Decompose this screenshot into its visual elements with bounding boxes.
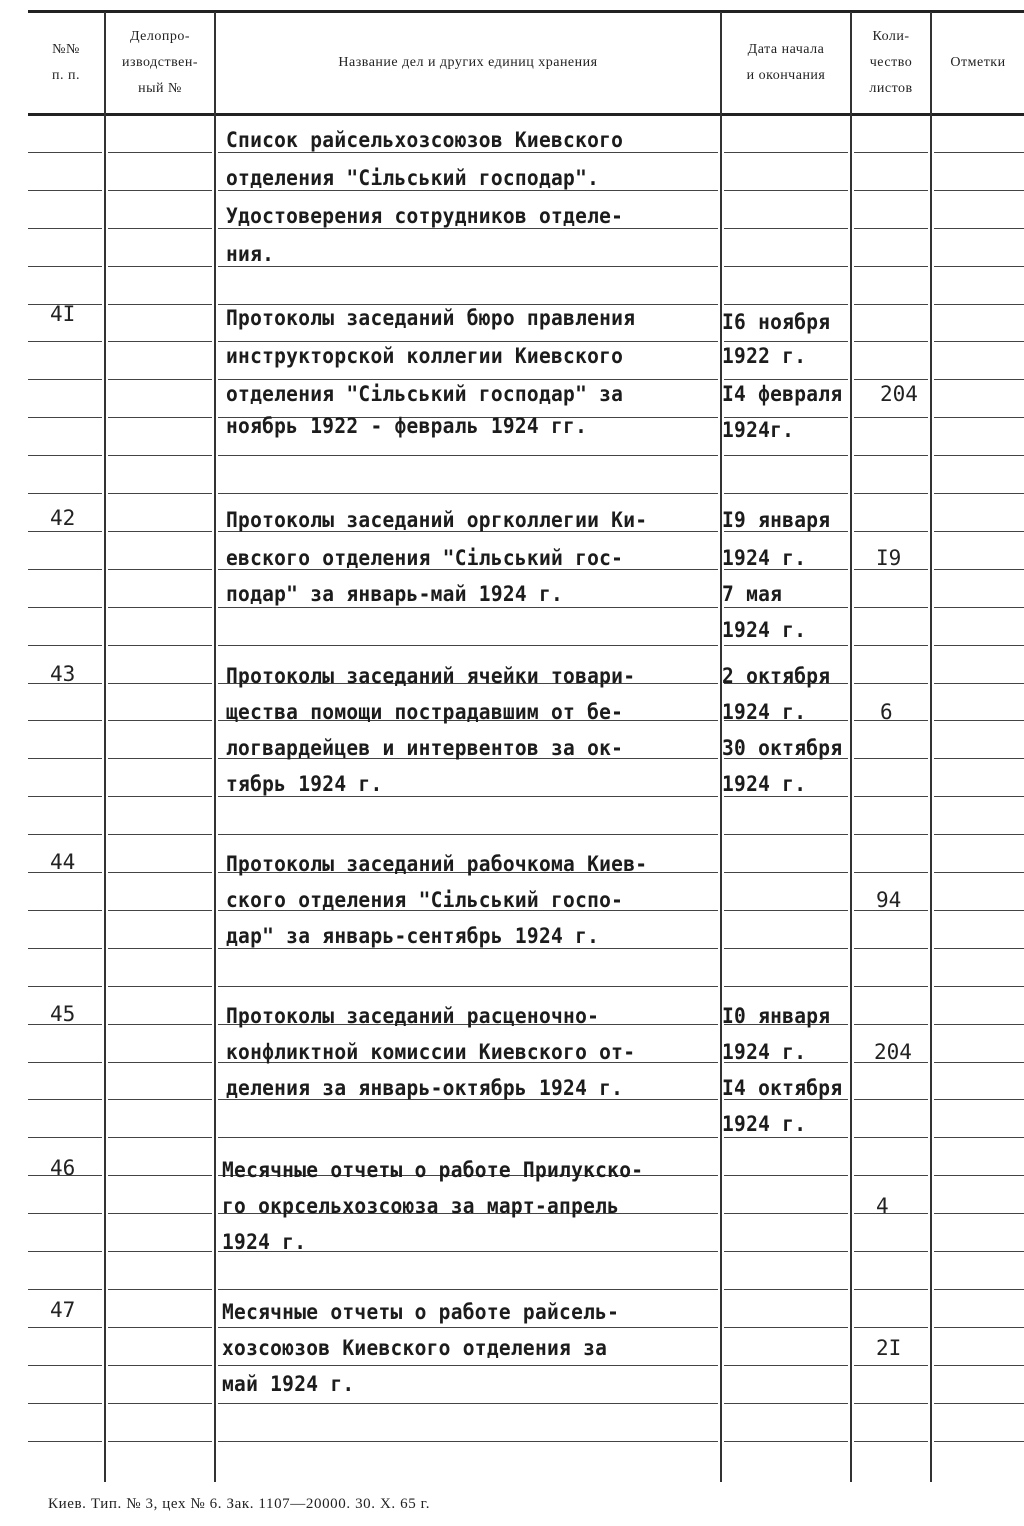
ruled-line [724,228,848,229]
item-number: 4I [50,302,76,326]
ruled-line [108,683,212,684]
title-line: Месячные отчеты о работе райсель- [222,1300,620,1324]
ruled-line [108,1251,212,1252]
title-line: 1924 г. [222,1230,307,1254]
ruled-line [28,910,102,911]
date-line: I6 ноября [722,310,831,334]
title-line: дар" за январь-сентябрь 1924 г. [226,924,600,948]
ruled-line [218,1365,718,1366]
ruled-line [934,379,1024,380]
date-line: 1924 г. [722,700,807,724]
ruled-line [724,455,848,456]
ruled-line [28,455,102,456]
ruled-line [28,1099,102,1100]
ruled-line [28,948,102,949]
ruled-line [108,1327,212,1328]
ruled-line [724,910,848,911]
date-line: 2 октября [722,664,831,688]
ruled-line [854,417,928,418]
ruled-line [108,341,212,342]
ruled-line [724,493,848,494]
title-line: Список райсельхозсоюзов Киевского [226,128,624,152]
ruled-line [28,1251,102,1252]
ruled-line [108,190,212,191]
ruled-line [28,1327,102,1328]
ruled-line [724,1365,848,1366]
ruled-line [28,1403,102,1404]
ruled-line [934,645,1024,646]
ruled-line [108,304,212,305]
ruled-line [724,796,848,797]
title-line: щества помощи пострадавшим от бе- [226,700,624,724]
title-line: подар" за январь-май 1924 г. [226,582,564,606]
ruled-line [218,152,718,153]
ruled-line [218,1403,718,1404]
sheet-count: 6 [880,700,893,724]
ruled-line [28,607,102,608]
ruled-line [218,455,718,456]
ruled-line [854,531,928,532]
ruled-line [934,1137,1024,1138]
ruled-line [218,1441,718,1442]
ruled-line [108,910,212,911]
ruled-line [108,948,212,949]
item-number: 46 [50,1156,76,1180]
ruled-line [724,1175,848,1176]
ruled-line [854,1099,928,1100]
ruled-line [934,948,1024,949]
ruled-line [108,455,212,456]
ruled-line [934,834,1024,835]
ruled-line [934,417,1024,418]
ruled-line [218,1289,718,1290]
sheet-count: 204 [880,382,918,406]
ruled-line [28,531,102,532]
ruled-line [724,1137,848,1138]
ruled-line [108,266,212,267]
ruled-line [218,266,718,267]
ruled-line [724,1289,848,1290]
ruled-line [934,190,1024,191]
title-line: ского отделения "Сільський госпо- [226,888,624,912]
ruled-line [218,228,718,229]
date-line: 1924 г. [722,546,807,570]
ruled-line [724,266,848,267]
ruled-line [28,228,102,229]
title-line: ноябрь 1922 - февраль 1924 гг. [226,414,588,438]
ruled-line [934,266,1024,267]
date-line: I9 января [722,508,831,532]
ruled-line [934,1251,1024,1252]
ruled-line [724,341,848,342]
ruled-line [854,986,928,987]
header-notes: Отметки [950,55,1006,70]
title-line: отделения "Сільський господар". [226,166,600,190]
ruled-line [28,796,102,797]
ruled-line [854,1251,928,1252]
ruled-line [108,758,212,759]
ruled-line [218,379,718,380]
ruled-line [218,1327,718,1328]
ruled-line [108,379,212,380]
date-line: 7 мая [722,582,783,606]
title-line: Протоколы заседаний расценочно- [226,1004,600,1028]
ruled-line [854,1024,928,1025]
ruled-line [108,417,212,418]
ruled-line [28,1213,102,1214]
ruled-line [934,1213,1024,1214]
ruled-line [108,152,212,153]
title-line: го окрсельхозсоюза за март-апрель [222,1194,620,1218]
ruled-line [28,720,102,721]
ruled-line [934,228,1024,229]
ruled-line [108,796,212,797]
header-item-number: №№ п. п. [52,42,80,83]
ruled-line [108,720,212,721]
ruled-line [934,758,1024,759]
ruled-line [854,493,928,494]
ruled-line [108,986,212,987]
ruled-line [108,1137,212,1138]
column-divider [850,12,852,1482]
ruled-line [28,834,102,835]
ruled-line [218,986,718,987]
item-number: 44 [50,850,76,874]
ruled-line [934,1327,1024,1328]
ruled-line [934,304,1024,305]
ruled-line [28,493,102,494]
title-line: Протоколы заседаний оргколлегии Ки- [226,508,648,532]
ruled-line [724,152,848,153]
ruled-line [854,948,928,949]
ruled-line [854,266,928,267]
ruled-line [934,1441,1024,1442]
ruled-line [724,1441,848,1442]
ruled-line [934,1024,1024,1025]
ruled-line [108,1365,212,1366]
ruled-line [934,1289,1024,1290]
ruled-line [218,645,718,646]
ruled-line [28,266,102,267]
ruled-line [854,379,928,380]
ruled-line [108,531,212,532]
ruled-line [854,1365,928,1366]
ruled-line [218,1137,718,1138]
ruled-line [108,645,212,646]
ruled-line [724,645,848,646]
ruled-line [108,1289,212,1290]
ruled-line [934,1099,1024,1100]
ruled-line [108,1403,212,1404]
ruled-line [28,758,102,759]
ruled-line [28,152,102,153]
date-line: 1924 г. [722,618,807,642]
ruled-line [854,152,928,153]
ruled-line [854,304,928,305]
ruled-line [854,341,928,342]
ruled-line [934,493,1024,494]
ruled-line [854,190,928,191]
ruled-line [854,1175,928,1176]
table-top-border [28,10,1024,13]
title-line: Месячные отчеты о работе Прилукско- [222,1158,644,1182]
title-line: логвардейцев и интервентов за ок- [226,736,624,760]
title-line: Протоколы заседаний ячейки товари- [226,664,636,688]
ruled-line [854,1327,928,1328]
header-sheet-count: Коли- чество листов [869,29,913,96]
ruled-line [108,607,212,608]
ruled-line [28,1062,102,1063]
ruled-line [218,796,718,797]
ruled-line [108,872,212,873]
ruled-line [724,607,848,608]
ruled-line [28,379,102,380]
ruled-line [934,986,1024,987]
ruled-line [28,190,102,191]
ruled-line [218,948,718,949]
title-line: Протоколы заседаний бюро правления [226,306,636,330]
ruled-line [28,341,102,342]
ruled-line [724,1403,848,1404]
title-line: конфликтной комиссии Киевского от- [226,1040,636,1064]
ruled-line [854,228,928,229]
ruled-line [108,834,212,835]
ruled-line [28,417,102,418]
ruled-line [218,304,718,305]
ruled-line [854,872,928,873]
ruled-line [108,493,212,494]
ruled-line [854,1289,928,1290]
header-dates: Дата начала и окончания [746,42,826,83]
ruled-line [218,607,718,608]
title-line: хозсоюзов Киевского отделения за [222,1336,608,1360]
ruled-line [934,910,1024,911]
ruled-line [724,1213,848,1214]
ruled-line [28,645,102,646]
ruled-line [724,1251,848,1252]
column-divider [104,12,106,1482]
ruled-line [854,834,928,835]
ruled-line [934,720,1024,721]
ruled-line [108,228,212,229]
ruled-line [934,1175,1024,1176]
ruled-line [854,1137,928,1138]
ruled-line [724,872,848,873]
column-divider [214,12,216,1482]
date-line: I0 января [722,1004,831,1028]
sheet-count: 94 [876,888,902,912]
ruled-line [854,645,928,646]
title-line: Протоколы заседаний рабочкома Киев- [226,852,648,876]
ruled-line [854,796,928,797]
title-line: Удостоверения сотрудников отделе- [226,204,624,228]
date-line: 1924 г. [722,1040,807,1064]
ruled-line [28,1365,102,1366]
ruled-line [854,1441,928,1442]
date-line: 1924 г. [722,1112,807,1136]
item-number: 47 [50,1298,76,1322]
ruled-line [934,1403,1024,1404]
ruled-line [108,569,212,570]
ruled-line [28,986,102,987]
column-divider [930,12,932,1482]
title-line: май 1924 г. [222,1372,355,1396]
date-line: 1922 г. [722,344,807,368]
ruled-line [934,683,1024,684]
header-office-number: Делопро- изводствен- ный № [122,29,198,96]
ruled-line [724,986,848,987]
ruled-line [854,1213,928,1214]
ruled-line [724,834,848,835]
ruled-line [934,531,1024,532]
ruled-line [934,1365,1024,1366]
ruled-line [28,1137,102,1138]
ruled-line [854,758,928,759]
date-line: I4 февраля [722,382,843,406]
ruled-line [218,341,718,342]
header-bottom-border [28,113,1024,116]
date-line: 1924г. [722,418,795,442]
date-line: I4 октября [722,1076,843,1100]
title-line: евского отделения "Сільський гос- [226,546,624,570]
ruled-line [218,493,718,494]
ruled-line [108,1175,212,1176]
ruled-line [218,834,718,835]
ruled-line [28,1441,102,1442]
printer-imprint: Киев. Тип. № 3, цех № 6. Зак. 1107—20000. 30. X. 65 г. [48,1496,431,1512]
item-number: 45 [50,1002,76,1026]
ruled-line [854,607,928,608]
ruled-line [724,379,848,380]
ruled-line [854,1403,928,1404]
title-line: тябрь 1924 г. [226,772,383,796]
ruled-line [218,190,718,191]
ruled-line [934,569,1024,570]
date-line: 30 октября [722,736,843,760]
title-line: отделения "Сільський господар" за [226,382,624,406]
ruled-line [934,872,1024,873]
item-number: 42 [50,506,76,530]
date-line: 1924 г. [722,772,807,796]
ruled-line [108,1099,212,1100]
sheet-count: I9 [876,546,902,570]
title-line: инструкторской коллегии Киевского [226,344,624,368]
ruled-line [934,796,1024,797]
header-title: Название дел и других единиц хранения [338,55,598,70]
ruled-line [28,569,102,570]
ruled-line [934,1062,1024,1063]
ruled-line [724,190,848,191]
ruled-line [854,683,928,684]
ruled-line [724,1327,848,1328]
sheet-count: 4 [876,1194,889,1218]
ruled-line [108,1062,212,1063]
sheet-count: 204 [874,1040,912,1064]
ruled-line [934,341,1024,342]
title-line: деления за январь-октябрь 1924 г. [226,1076,624,1100]
ruled-line [934,152,1024,153]
ruled-line [934,607,1024,608]
ruled-line [108,1024,212,1025]
ruled-line [724,304,848,305]
ruled-line [108,1441,212,1442]
ruled-line [28,1289,102,1290]
ruled-line [934,455,1024,456]
ruled-line [108,1213,212,1214]
title-line: ния. [226,242,275,266]
item-number: 43 [50,662,76,686]
sheet-count: 2I [876,1336,902,1360]
ruled-line [854,455,928,456]
ruled-line [724,948,848,949]
